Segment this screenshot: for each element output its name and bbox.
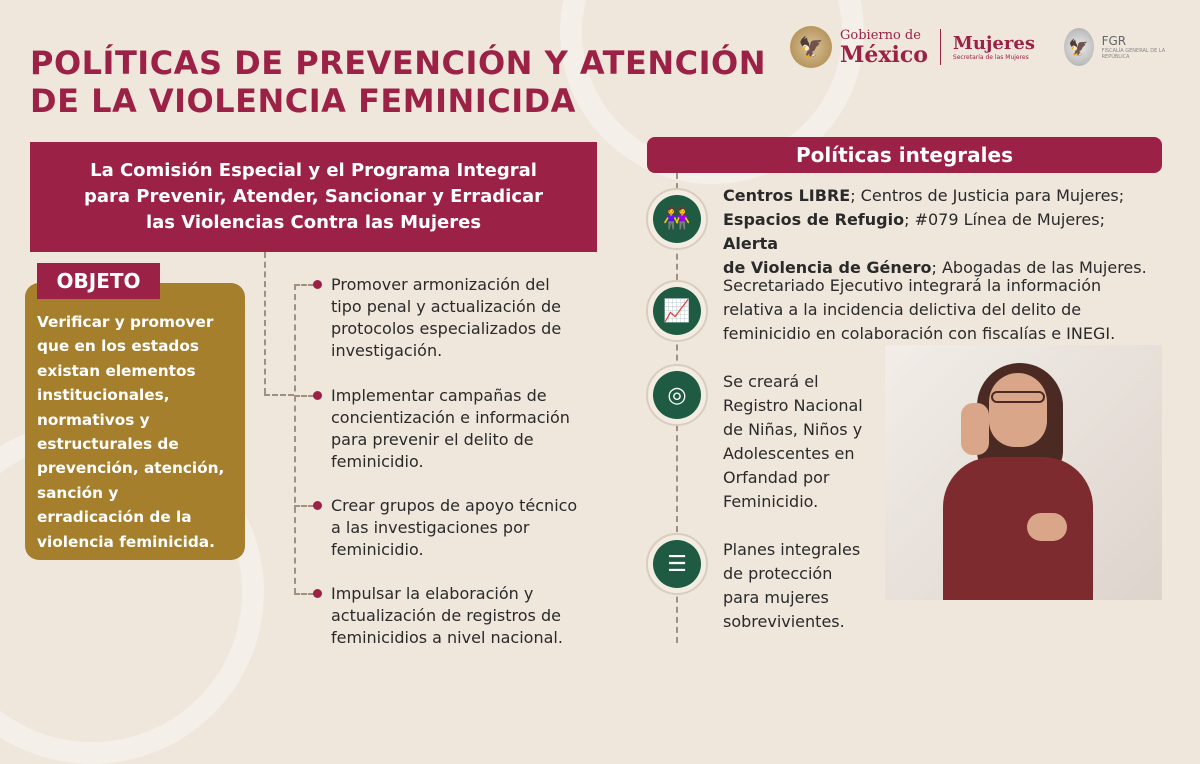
objeto-line: estructurales de bbox=[37, 435, 179, 454]
interpreter-glasses bbox=[991, 391, 1045, 403]
national-seal-icon: 🦅 bbox=[790, 26, 832, 68]
accion-line: actualización de registros de bbox=[331, 606, 561, 625]
accion-line: investigación. bbox=[331, 341, 443, 360]
politica-item-3 bbox=[723, 370, 883, 514]
politica-line: feminicidio en colaboración con fiscalías e INEGI. bbox=[723, 324, 1116, 343]
politica-line: Orfandad por bbox=[723, 468, 830, 487]
checklist-icon bbox=[646, 533, 708, 595]
people-icon bbox=[646, 188, 708, 250]
politica-text: ; Centros de Justicia para Mujeres; bbox=[850, 186, 1125, 205]
politicas-title: Políticas integrales bbox=[647, 137, 1162, 173]
mujeres-line2: Secretaría de las Mujeres bbox=[952, 54, 1029, 61]
bullet-dot bbox=[313, 280, 322, 289]
politica-line: Secretariado Ejecutivo integrará la información bbox=[723, 276, 1102, 295]
accion-item bbox=[331, 583, 601, 649]
connector-line bbox=[294, 284, 314, 286]
accion-line: concientización e información bbox=[331, 408, 570, 427]
comision-line: para Prevenir, Atender, Sancionar y Erradicar bbox=[83, 186, 544, 207]
politica-line: de Niñas, Niños y bbox=[723, 420, 863, 439]
politica-line: Registro Nacional bbox=[723, 396, 863, 415]
comision-text bbox=[84, 158, 543, 236]
target-icon-glyph: ◎ bbox=[653, 371, 701, 419]
gobierno-line1: Gobierno de bbox=[840, 28, 921, 43]
objeto-text bbox=[37, 310, 242, 554]
objeto-line: normativos y bbox=[37, 410, 150, 429]
interpreter-body bbox=[943, 457, 1093, 600]
objeto-title: OBJETO bbox=[37, 263, 160, 299]
accion-line: Promover armonización del bbox=[331, 275, 550, 294]
accion-item bbox=[331, 495, 601, 561]
accion-line: feminicidio. bbox=[331, 540, 424, 559]
connector-line bbox=[264, 252, 266, 394]
title-line: DE LA VIOLENCIA FEMINICIDA bbox=[30, 82, 576, 120]
target-icon bbox=[646, 364, 708, 426]
bullet-dot bbox=[313, 589, 322, 598]
fgr-line1: FGR bbox=[1101, 34, 1127, 48]
politica-line: Feminicidio. bbox=[723, 492, 819, 511]
connector-line bbox=[294, 505, 314, 507]
fgr-seal-icon: 🦅 bbox=[1064, 28, 1094, 66]
objeto-line: violencia feminicida. bbox=[37, 532, 215, 551]
interpreter-hand bbox=[961, 403, 989, 455]
politica-line: Planes integrales bbox=[723, 540, 861, 559]
accion-line: protocolos especializados de bbox=[331, 319, 562, 338]
politica-line: Adolescentes en bbox=[723, 444, 855, 463]
page-title bbox=[30, 44, 766, 120]
objeto-line: Verificar y promover bbox=[37, 313, 214, 331]
politica-item-4 bbox=[723, 538, 883, 634]
politica-line: para mujeres bbox=[723, 588, 829, 607]
objeto-line: institucionales, bbox=[37, 386, 170, 405]
accion-line: para prevenir el delito de bbox=[331, 430, 534, 449]
comision-line: las Violencias Contra las Mujeres bbox=[145, 212, 482, 233]
objeto-line: existan elementos bbox=[37, 361, 196, 380]
politica-text: ; Abogadas de las Mujeres. bbox=[931, 258, 1147, 277]
title-line: POLÍTICAS DE PREVENCIÓN Y ATENCIÓN bbox=[30, 44, 766, 82]
accion-line: a las investigaciones por bbox=[331, 518, 530, 537]
bullet-dot bbox=[313, 391, 322, 400]
politica-item-1 bbox=[723, 184, 1163, 280]
bullet-dot bbox=[313, 501, 322, 510]
politica-bold: Centros LIBRE bbox=[723, 186, 851, 205]
interpreter-face bbox=[989, 373, 1047, 447]
politica-bold: Espacios de Refugio bbox=[723, 210, 905, 229]
chart-icon bbox=[646, 280, 708, 342]
comision-banner bbox=[30, 142, 597, 252]
politica-line: de protección bbox=[723, 564, 833, 583]
checklist-icon-glyph: ☰ bbox=[653, 540, 701, 588]
politica-line: sobrevivientes. bbox=[723, 612, 845, 631]
politica-text: ; #079 Línea de Mujeres; bbox=[904, 210, 1105, 229]
connector-line bbox=[294, 593, 314, 595]
sign-language-interpreter-video bbox=[885, 345, 1162, 600]
gobierno-logo-text bbox=[840, 28, 928, 66]
gobierno-mexico-logo bbox=[790, 24, 1040, 70]
objeto-line: erradicación de la bbox=[37, 508, 192, 527]
accion-line: feminicidios a nivel nacional. bbox=[331, 628, 563, 647]
accion-line: feminicidio. bbox=[331, 452, 424, 471]
accion-line: Crear grupos de apoyo técnico bbox=[331, 496, 578, 515]
comision-line: La Comisión Especial y el Programa Integral bbox=[90, 160, 537, 181]
objeto-line: que en los estados bbox=[37, 337, 199, 356]
interpreter-hand bbox=[1027, 513, 1067, 541]
accion-item bbox=[331, 274, 601, 362]
mujeres-line1: Mujeres bbox=[952, 33, 1035, 54]
gobierno-line2: México bbox=[840, 42, 928, 68]
accion-item bbox=[331, 385, 601, 473]
accion-line: Impulsar la elaboración y bbox=[331, 584, 534, 603]
people-icon-glyph: 👭 bbox=[653, 195, 701, 243]
politica-bold: de Violencia de Género bbox=[723, 258, 932, 277]
fgr-logo-text bbox=[1102, 34, 1174, 60]
politica-bold: Alerta bbox=[723, 234, 779, 253]
fgr-logo bbox=[1064, 24, 1174, 70]
politica-line: Se creará el bbox=[723, 372, 819, 391]
connector-line bbox=[294, 395, 314, 397]
chart-icon-glyph: 📈 bbox=[653, 287, 701, 335]
fgr-line2: FISCALÍA GENERAL DE LA REPÚBLICA bbox=[1101, 48, 1166, 60]
politica-line: relativa a la incidencia delictiva del delito de bbox=[723, 300, 1082, 319]
accion-line: tipo penal y actualización de bbox=[331, 297, 561, 316]
objeto-line: prevención, atención, bbox=[37, 459, 225, 478]
accion-line: Implementar campañas de bbox=[331, 386, 547, 405]
objeto-line: sanción y bbox=[37, 483, 119, 502]
politica-item-2 bbox=[723, 274, 1163, 346]
connector-line bbox=[264, 394, 294, 396]
logo-divider bbox=[940, 29, 941, 65]
mujeres-logo bbox=[953, 33, 1035, 61]
connector-line bbox=[294, 284, 296, 594]
